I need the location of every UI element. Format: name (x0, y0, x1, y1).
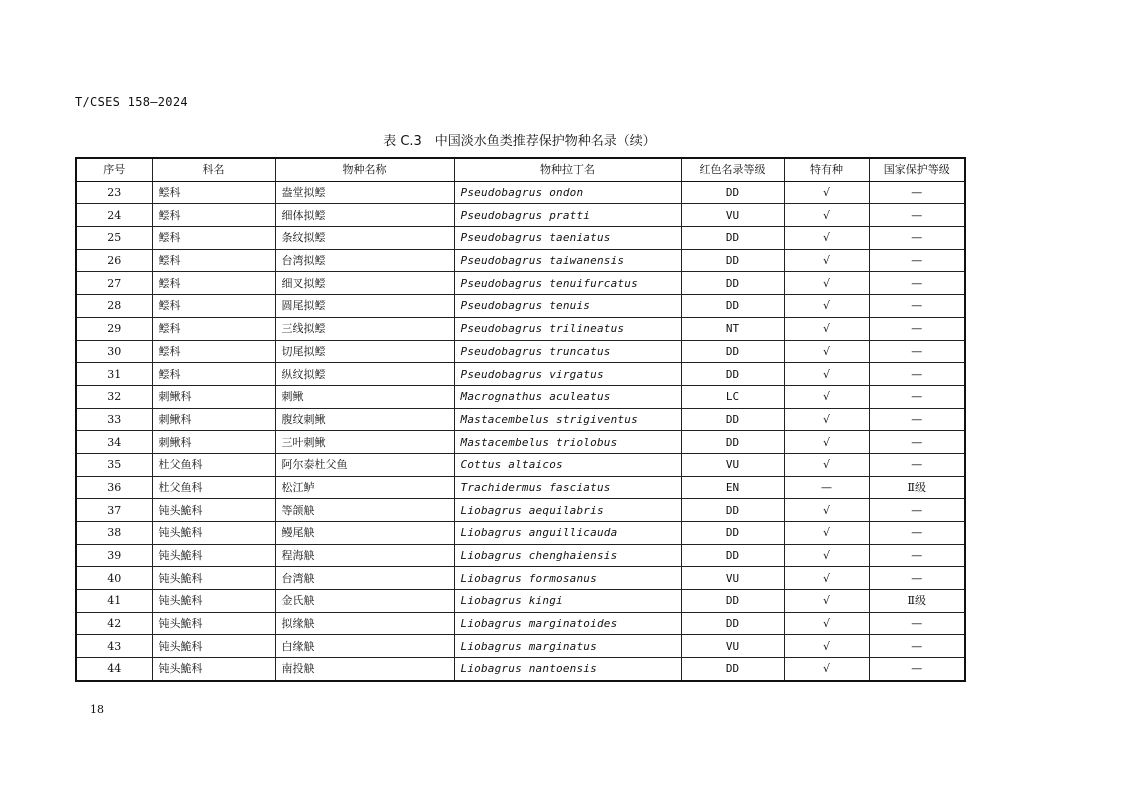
table-row (76, 476, 965, 499)
red-list-level: VU (681, 453, 784, 476)
protection-level: — (869, 204, 965, 227)
table-row (76, 567, 965, 590)
endemic-mark: √ (784, 590, 869, 613)
family-name: 鲿科 (152, 204, 275, 227)
row-number: 28 (76, 295, 152, 318)
row-number: 32 (76, 385, 152, 408)
red-list-level: DD (681, 249, 784, 272)
family-name: 钝头鮠科 (152, 544, 275, 567)
red-list-level: DD (681, 431, 784, 454)
family-name: 杜父鱼科 (152, 476, 275, 499)
family-name: 鲿科 (152, 295, 275, 318)
column-header-red-list: 红色名录等级 (681, 158, 784, 181)
species-table (75, 157, 966, 682)
endemic-mark: √ (784, 658, 869, 681)
family-name: 刺鳅科 (152, 408, 275, 431)
protection-level: — (869, 272, 965, 295)
protection-level: — (869, 363, 965, 386)
latin-name: Pseudobagrus taeniatus (454, 227, 681, 250)
column-header-species-name: 物种名称 (275, 158, 454, 181)
row-number: 29 (76, 317, 152, 340)
family-name: 钝头鮠科 (152, 635, 275, 658)
endemic-mark: √ (784, 567, 869, 590)
family-name: 钝头鮠科 (152, 567, 275, 590)
species-name: 台湾觖 (275, 567, 454, 590)
row-number: 35 (76, 453, 152, 476)
species-name: 细体拟鲿 (275, 204, 454, 227)
red-list-level: DD (681, 658, 784, 681)
column-header-no: 序号 (76, 158, 152, 181)
species-name: 台湾拟鲿 (275, 249, 454, 272)
latin-name: Pseudobagrus tenuifurcatus (454, 272, 681, 295)
row-number: 36 (76, 476, 152, 499)
species-name: 纵纹拟鲿 (275, 363, 454, 386)
red-list-level: DD (681, 340, 784, 363)
endemic-mark: √ (784, 431, 869, 454)
latin-name: Liobagrus kingi (454, 590, 681, 613)
table-row (76, 204, 965, 227)
column-header-protection-level: 国家保护等级 (869, 158, 965, 181)
protection-level: — (869, 249, 965, 272)
endemic-mark: √ (784, 227, 869, 250)
latin-name: Cottus altaicos (454, 453, 681, 476)
red-list-level: DD (681, 544, 784, 567)
column-header-family: 科名 (152, 158, 275, 181)
table-title: 表 C.3 中国淡水鱼类推荐保护物种名录（续） (383, 134, 656, 149)
species-name: 等颌觖 (275, 499, 454, 522)
red-list-level: VU (681, 567, 784, 590)
table-row (76, 363, 965, 386)
endemic-mark: — (784, 476, 869, 499)
species-name: 刺鳅 (275, 385, 454, 408)
protection-level: Ⅱ级 (869, 476, 965, 499)
protection-level: — (869, 544, 965, 567)
protection-level: — (869, 181, 965, 204)
row-number: 26 (76, 249, 152, 272)
row-number: 42 (76, 612, 152, 635)
family-name: 钝头鮠科 (152, 612, 275, 635)
table-row (76, 295, 965, 318)
red-list-level: DD (681, 522, 784, 545)
protection-level: — (869, 295, 965, 318)
latin-name: Pseudobagrus virgatus (454, 363, 681, 386)
red-list-level: DD (681, 363, 784, 386)
latin-name: Macrognathus aculeatus (454, 385, 681, 408)
red-list-level: LC (681, 385, 784, 408)
latin-name: Liobagrus marginatoides (454, 612, 681, 635)
table-row (76, 340, 965, 363)
latin-name: Pseudobagrus truncatus (454, 340, 681, 363)
latin-name: Liobagrus formosanus (454, 567, 681, 590)
family-name: 鲿科 (152, 363, 275, 386)
latin-name: Mastacembelus triolobus (454, 431, 681, 454)
family-name: 鲿科 (152, 227, 275, 250)
row-number: 31 (76, 363, 152, 386)
table-row (76, 658, 965, 681)
row-number: 27 (76, 272, 152, 295)
column-header-latin-name: 物种拉丁名 (454, 158, 681, 181)
protection-level: — (869, 658, 965, 681)
table-row (76, 431, 965, 454)
family-name: 刺鳅科 (152, 385, 275, 408)
row-number: 39 (76, 544, 152, 567)
latin-name: Liobagrus chenghaiensis (454, 544, 681, 567)
family-name: 鲿科 (152, 249, 275, 272)
latin-name: Liobagrus aequilabris (454, 499, 681, 522)
row-number: 34 (76, 431, 152, 454)
red-list-level: EN (681, 476, 784, 499)
endemic-mark: √ (784, 499, 869, 522)
row-number: 38 (76, 522, 152, 545)
species-name: 程海觖 (275, 544, 454, 567)
red-list-level: DD (681, 295, 784, 318)
species-name: 条纹拟鲿 (275, 227, 454, 250)
row-number: 37 (76, 499, 152, 522)
endemic-mark: √ (784, 181, 869, 204)
red-list-level: VU (681, 635, 784, 658)
family-name: 刺鳅科 (152, 431, 275, 454)
family-name: 钝头鮠科 (152, 658, 275, 681)
red-list-level: DD (681, 272, 784, 295)
protection-level: — (869, 522, 965, 545)
family-name: 钝头鮠科 (152, 590, 275, 613)
family-name: 杜父鱼科 (152, 453, 275, 476)
latin-name: Liobagrus marginatus (454, 635, 681, 658)
red-list-level: DD (681, 590, 784, 613)
latin-name: Pseudobagrus taiwanensis (454, 249, 681, 272)
standard-code: T/CSES 158—2024 (75, 95, 188, 109)
row-number: 25 (76, 227, 152, 250)
endemic-mark: √ (784, 635, 869, 658)
latin-name: Pseudobagrus pratti (454, 204, 681, 227)
endemic-mark: √ (784, 295, 869, 318)
family-name: 鲿科 (152, 340, 275, 363)
protection-level: — (869, 385, 965, 408)
red-list-level: VU (681, 204, 784, 227)
family-name: 鲿科 (152, 272, 275, 295)
red-list-level: DD (681, 181, 784, 204)
family-name: 鲿科 (152, 181, 275, 204)
table-row (76, 272, 965, 295)
latin-name: Mastacembelus strigiventus (454, 408, 681, 431)
endemic-mark: √ (784, 363, 869, 386)
table-header-row (76, 158, 965, 181)
red-list-level: DD (681, 499, 784, 522)
protection-level: — (869, 340, 965, 363)
red-list-level: DD (681, 227, 784, 250)
species-name: 细叉拟鲿 (275, 272, 454, 295)
protection-level: — (869, 612, 965, 635)
protection-level: — (869, 499, 965, 522)
endemic-mark: √ (784, 249, 869, 272)
endemic-mark: √ (784, 340, 869, 363)
table-row (76, 317, 965, 340)
species-name: 鳗尾觖 (275, 522, 454, 545)
endemic-mark: √ (784, 317, 869, 340)
species-name: 拟缘觖 (275, 612, 454, 635)
table-row (76, 544, 965, 567)
endemic-mark: √ (784, 453, 869, 476)
protection-level: — (869, 317, 965, 340)
latin-name: Liobagrus nantoensis (454, 658, 681, 681)
protection-level: — (869, 453, 965, 476)
table-body (76, 181, 965, 681)
column-header-endemic: 特有种 (784, 158, 869, 181)
endemic-mark: √ (784, 385, 869, 408)
row-number: 30 (76, 340, 152, 363)
protection-level: — (869, 431, 965, 454)
table-row (76, 227, 965, 250)
table-row (76, 249, 965, 272)
row-number: 40 (76, 567, 152, 590)
latin-name: Pseudobagrus trilineatus (454, 317, 681, 340)
latin-name: Liobagrus anguillicauda (454, 522, 681, 545)
table-row (76, 181, 965, 204)
table-row (76, 590, 965, 613)
table-row (76, 499, 965, 522)
family-name: 钝头鮠科 (152, 499, 275, 522)
species-name: 腹纹刺鳅 (275, 408, 454, 431)
page-number: 18 (90, 703, 104, 716)
row-number: 23 (76, 181, 152, 204)
endemic-mark: √ (784, 544, 869, 567)
species-name: 南投觖 (275, 658, 454, 681)
red-list-level: DD (681, 408, 784, 431)
table-row (76, 522, 965, 545)
table-row (76, 612, 965, 635)
table-row (76, 385, 965, 408)
endemic-mark: √ (784, 612, 869, 635)
species-name: 金氏觖 (275, 590, 454, 613)
species-name: 切尾拟鲿 (275, 340, 454, 363)
row-number: 43 (76, 635, 152, 658)
species-name: 阿尔泰杜父鱼 (275, 453, 454, 476)
row-number: 24 (76, 204, 152, 227)
species-name: 三叶刺鳅 (275, 431, 454, 454)
red-list-level: DD (681, 612, 784, 635)
protection-level: — (869, 635, 965, 658)
table-row (76, 635, 965, 658)
protection-level: — (869, 567, 965, 590)
species-name: 三线拟鲿 (275, 317, 454, 340)
family-name: 钝头鮠科 (152, 522, 275, 545)
species-name: 白缘觖 (275, 635, 454, 658)
protection-level: — (869, 227, 965, 250)
protection-level: — (869, 408, 965, 431)
endemic-mark: √ (784, 522, 869, 545)
row-number: 33 (76, 408, 152, 431)
species-name: 盎堂拟鲿 (275, 181, 454, 204)
row-number: 44 (76, 658, 152, 681)
endemic-mark: √ (784, 204, 869, 227)
endemic-mark: √ (784, 408, 869, 431)
latin-name: Pseudobagrus ondon (454, 181, 681, 204)
protection-level: Ⅱ级 (869, 590, 965, 613)
species-name: 圆尾拟鲿 (275, 295, 454, 318)
red-list-level: NT (681, 317, 784, 340)
latin-name: Trachidermus fasciatus (454, 476, 681, 499)
endemic-mark: √ (784, 272, 869, 295)
species-name: 松江鲈 (275, 476, 454, 499)
table-row (76, 408, 965, 431)
row-number: 41 (76, 590, 152, 613)
latin-name: Pseudobagrus tenuis (454, 295, 681, 318)
family-name: 鲿科 (152, 317, 275, 340)
table-row (76, 453, 965, 476)
